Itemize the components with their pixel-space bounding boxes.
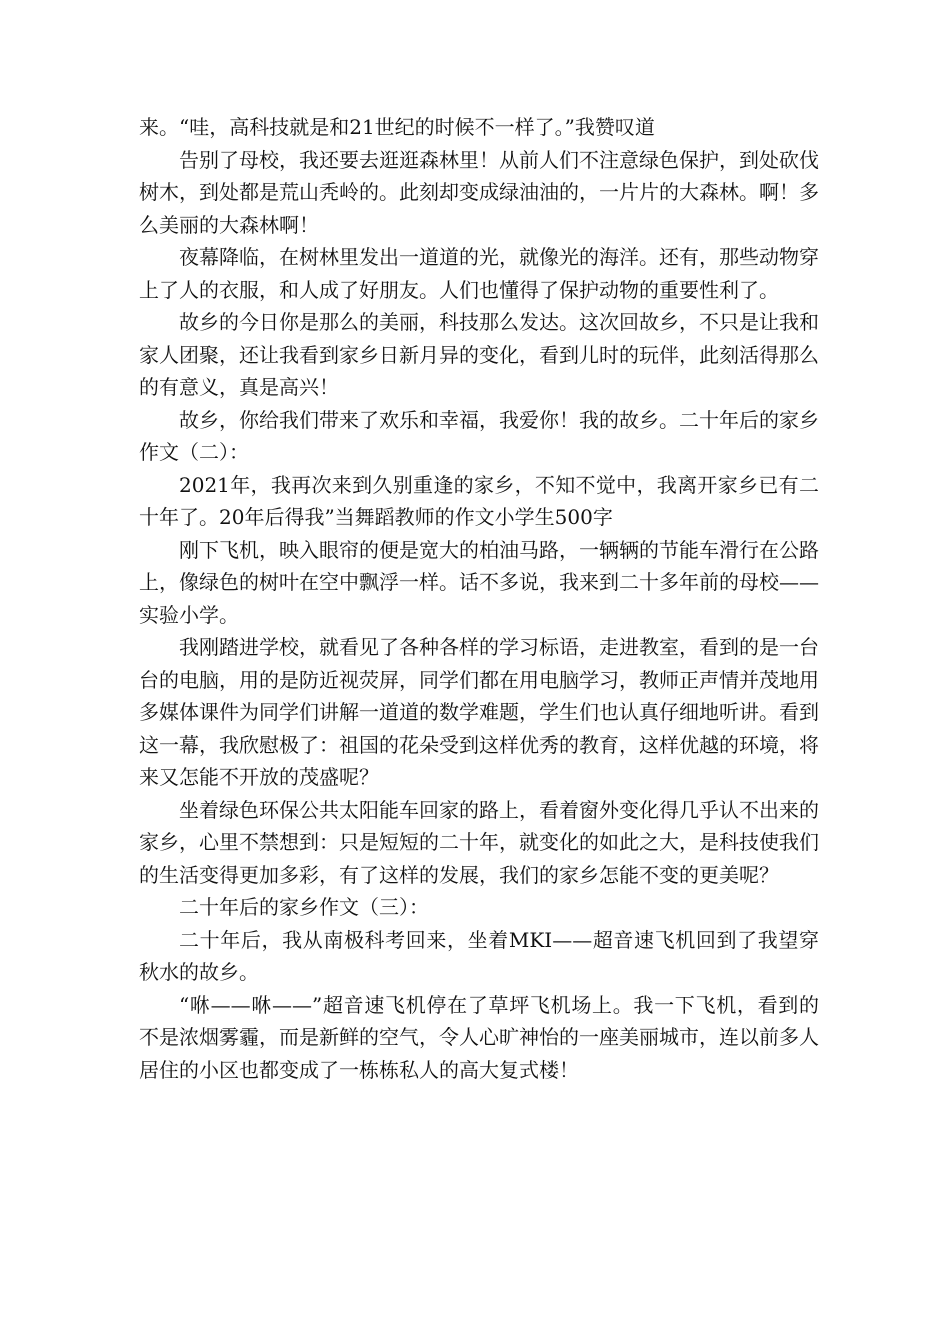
document-body: [139, 111, 819, 1086]
paragraph: “咻——咻——”超音速飞机停在了草坪飞机场上。我一下飞机，看到的不是浓烟雾霾，而是新鲜的空气，令人心旷神怡的一座美丽城市，连以前多人居住的小区也都变成了一栋栋私人的高大复式楼！: [139, 992, 819, 1082]
paragraph: 夜幕降临，在树林里发出一道道的光，就像光的海洋。还有，那些动物穿上了人的衣服，和人成了好朋友。人们也懂得了保护动物的重要性利了。: [139, 245, 819, 302]
paragraph: 故乡的今日你是那么的美丽，科技那么发达。这次回故乡，不只是让我和家人团聚，还让我看到家乡日新月异的变化，看到儿时的玩伴，此刻活得那么的有意义，真是高兴！: [139, 310, 819, 399]
paragraph: 刚下飞机，映入眼帘的便是宽大的柏油马路，一辆辆的节能车滑行在公路上，像绿色的树叶在空中飘浮一样。话不多说，我来到二十多年前的母校——实验小学。: [139, 537, 819, 627]
paragraph: 二十年后，我从南极科考回来，坐着MKI——超音速飞机回到了我望穿秋水的故乡。: [139, 927, 819, 984]
paragraph: 来。“哇，高科技就是和21世纪的时候不一样了。”我赞叹道: [139, 115, 655, 139]
paragraph: 2021年，我再次来到久别重逢的家乡，不知不觉中，我离开家乡已有二十年了。20年后得我”当舞蹈教师的作文小学生500字: [139, 472, 819, 529]
paragraph: 我刚踏进学校，就看见了各种各样的学习标语，走进教室，看到的是一台台的电脑，用的是防近视荧屏，同学们都在用电脑学习，教师正声情并茂地用多媒体课件为同学们讲解一道道的数学难题，学生们也认真仔细地听讲。看到这一幕，我欣慰极了：祖国的花朵受到这样优秀的教育，这样优越的环境，将来又怎能不开放的茂盛呢？: [139, 635, 819, 789]
paragraph: 坐着绿色环保公共太阳能车回家的路上，看着窗外变化得几乎认不出来的家乡，心里不禁想到：只是短短的二十年，就变化的如此之大，是科技使我们的生活变得更加多彩，有了这样的发展，我们的家乡怎能不变的更美呢？: [139, 797, 819, 887]
paragraph: 故乡，你给我们带来了欢乐和幸福，我爱你！我的故乡。二十年后的家乡作文（二）：: [139, 407, 819, 464]
paragraph: 告别了母校，我还要去逛逛森林里！从前人们不注意绿色保护，到处砍伐树木，到处都是荒山秃岭的。此刻却变成绿油油的，一片片的大森林。啊！多么美丽的大森林啊！: [139, 147, 819, 237]
section-heading: 二十年后的家乡作文（三）：: [179, 895, 429, 919]
